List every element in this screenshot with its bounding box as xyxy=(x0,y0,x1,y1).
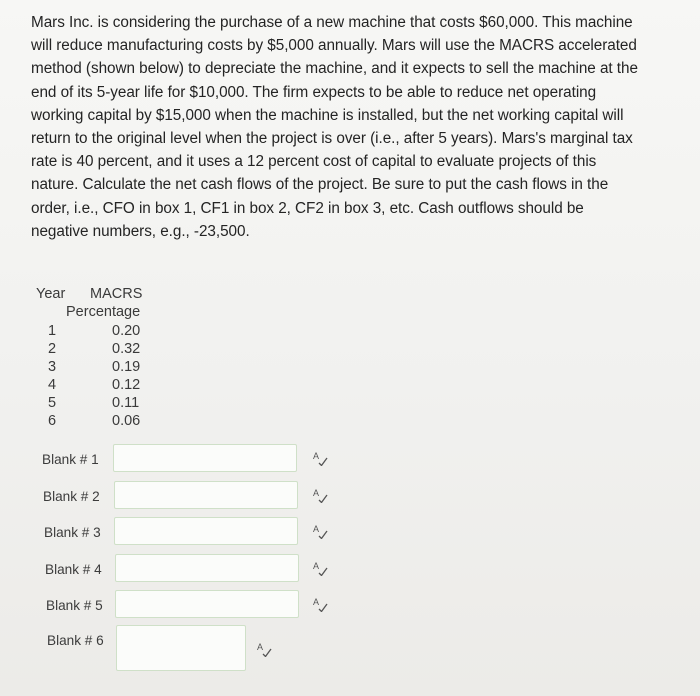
macrs-row xyxy=(34,412,174,430)
svg-text:A: A xyxy=(313,451,320,461)
blank-label: Blank # 5 xyxy=(46,598,103,613)
spellcheck-icon[interactable] xyxy=(312,487,328,503)
blank-row-5 xyxy=(0,590,700,624)
blank-2-input[interactable] xyxy=(114,481,298,509)
macrs-header: MACRS xyxy=(90,286,143,302)
blank-label: Blank # 2 xyxy=(43,489,100,504)
blank-label: Blank # 6 xyxy=(47,633,104,648)
macrs-percentage: 0.19 xyxy=(112,359,141,375)
macrs-percentage: 0.32 xyxy=(112,341,141,357)
spellcheck-icon[interactable] xyxy=(312,450,328,466)
question-text: Mars Inc. is considering the purchase of a new machine that costs $60,000. This machine will reduce manufacturing costs by $5,000 annually. Mars will use the MACRS accelerated method (shown below) to depreciate the machine, and it expects to sell the machine at the end of its 5-year life for $10,000. The firm expects to be able to reduce net operating working capital by $15,000 when the machine is installed, but the net working capital will return to the original level when the project is over (i.e., after 5 years). Mars's marginal tax rate is 40 percent, and it uses a 12 percent cost of capital to evaluate projects of this nature. Calculate the net cash flows of the project. Be sure to put the cash flows in the order, i.e., CFO in box 1, CF1 in box 2, CF2 in box 3, etc. Cash outflows should be negative numbers, e.g., -23,500. xyxy=(31,14,638,240)
svg-text:A: A xyxy=(257,642,264,652)
spellcheck-icon[interactable] xyxy=(312,560,328,576)
blank-row-3 xyxy=(0,517,700,551)
blank-6-input[interactable] xyxy=(116,625,246,671)
blank-label: Blank # 3 xyxy=(44,525,101,540)
macrs-year: 5 xyxy=(47,395,57,411)
blank-label: Blank # 1 xyxy=(42,452,99,467)
svg-text:A: A xyxy=(313,488,320,498)
svg-text:A: A xyxy=(313,561,320,571)
macrs-percentage: 0.12 xyxy=(112,377,141,393)
svg-text:A: A xyxy=(313,597,320,607)
macrs-year: 6 xyxy=(47,413,57,429)
blank-row-1 xyxy=(0,444,700,478)
macrs-percentage: 0.11 xyxy=(112,395,140,411)
blank-label: Blank # 4 xyxy=(45,562,102,577)
macrs-row xyxy=(34,340,174,358)
blank-5-input[interactable] xyxy=(115,590,299,618)
macrs-year: 3 xyxy=(47,359,57,375)
blank-4-input[interactable] xyxy=(115,554,299,582)
macrs-percentage: 0.06 xyxy=(112,413,141,429)
macrs-row xyxy=(34,358,174,376)
spellcheck-icon[interactable] xyxy=(256,641,272,657)
blank-row-4 xyxy=(0,554,700,588)
macrs-percentage: 0.20 xyxy=(112,323,141,339)
macrs-row xyxy=(34,376,174,394)
year-header: Year xyxy=(36,286,66,302)
macrs-row xyxy=(34,394,174,412)
macrs-year: 4 xyxy=(47,377,57,393)
svg-text:A: A xyxy=(313,524,320,534)
blank-3-input[interactable] xyxy=(114,517,298,545)
blank-1-input[interactable] xyxy=(113,444,297,472)
spellcheck-icon[interactable] xyxy=(312,523,328,539)
macrs-year: 1 xyxy=(47,323,57,339)
macrs-row xyxy=(34,322,174,340)
spellcheck-icon[interactable] xyxy=(312,596,328,612)
macrs-year: 2 xyxy=(47,341,57,357)
percentage-header: Percentage xyxy=(66,304,141,320)
blank-row-6 xyxy=(0,625,700,673)
blank-row-2 xyxy=(0,481,700,515)
